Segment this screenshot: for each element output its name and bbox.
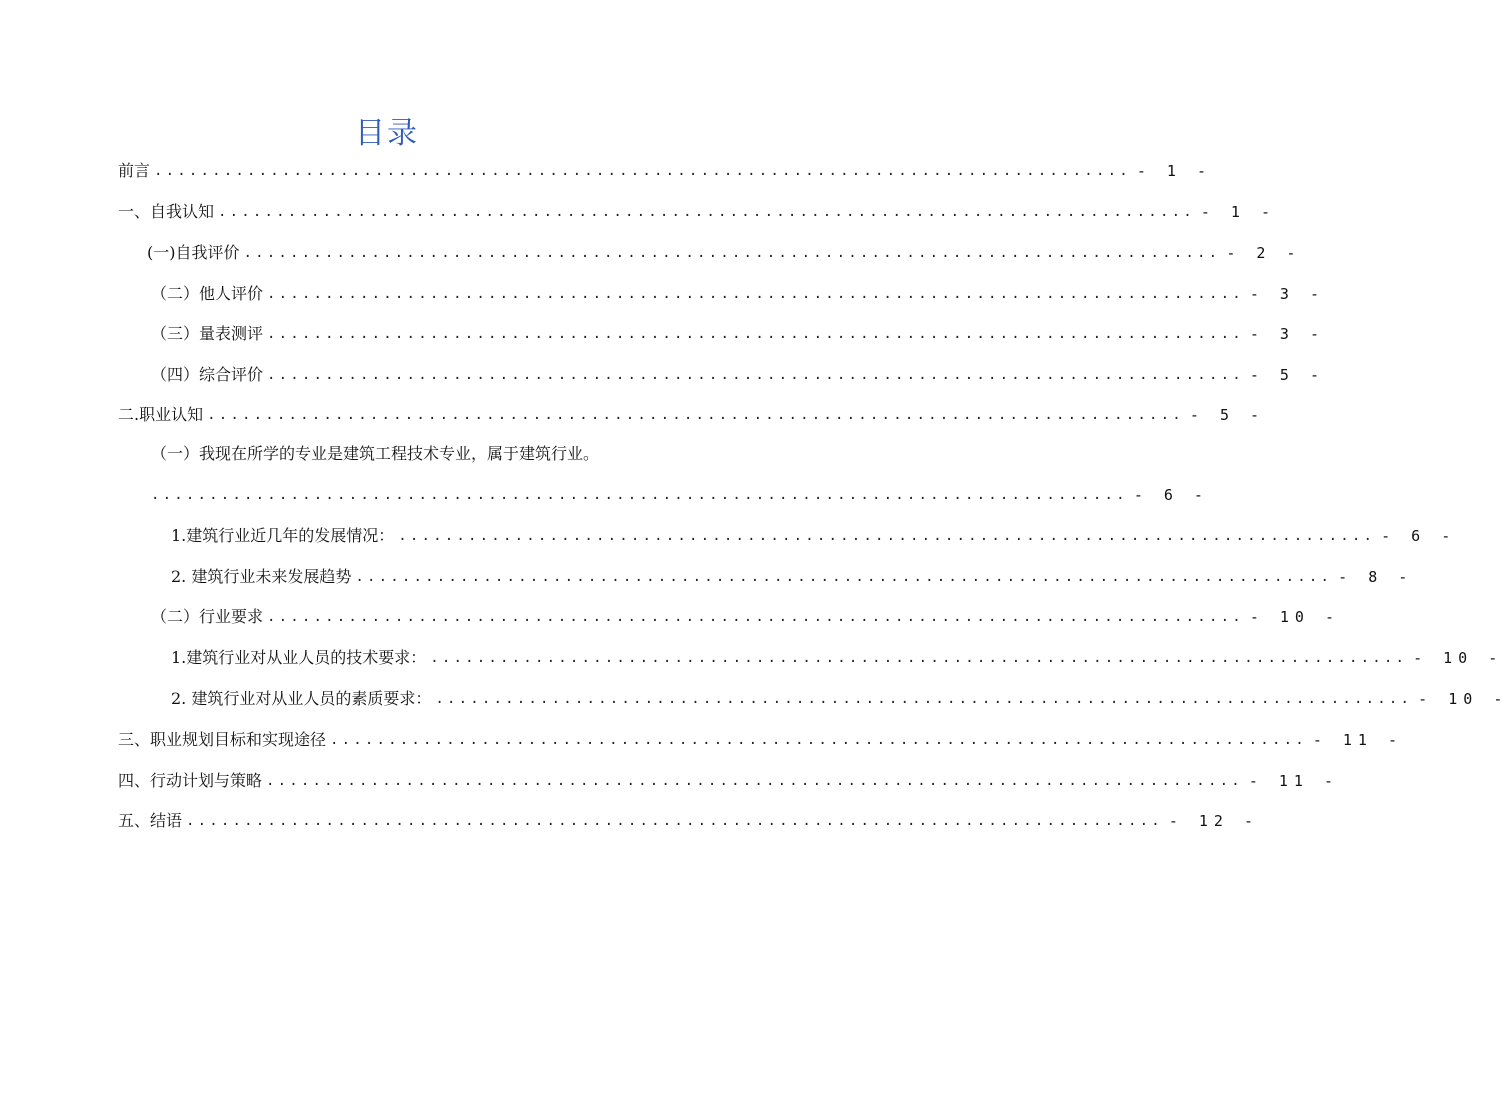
toc-page-number: - 3 - — [1249, 285, 1325, 303]
toc-entry-industry-requirements[interactable] — [151, 603, 1341, 631]
leader-dots: .................................................................................... — [207, 407, 1184, 423]
leader-dots: .................................................................................... — [218, 204, 1195, 220]
toc-page-number: - 11 - — [1248, 772, 1340, 790]
toc-entry-conclusion[interactable] — [118, 807, 1260, 835]
page-title: 目录 — [355, 116, 419, 151]
toc-page-number: - 1 - — [1136, 162, 1212, 180]
toc-entry-label: 2. 建筑行业对从业人员的素质要求： — [171, 689, 432, 708]
leader-dots: .................................................................................... — [151, 487, 1128, 503]
toc-entry-others-evaluation[interactable] — [151, 280, 1325, 308]
toc-page-number: - 2 - — [1226, 244, 1302, 262]
toc-entry-action-plan[interactable] — [118, 767, 1340, 795]
toc-entry-career-awareness[interactable] — [118, 401, 1266, 429]
leader-dots: .................................................................................... — [430, 650, 1408, 666]
toc-page-number: - 5 - — [1189, 406, 1266, 424]
toc-page-number: - 1 - — [1200, 203, 1276, 221]
toc-page-number: - 10 - — [1413, 649, 1504, 667]
toc-entry-label: 2. 建筑行业未来发展趋势 — [171, 567, 352, 586]
toc-entry-industry-trends[interactable] — [171, 563, 1414, 591]
toc-entry-label: (一)自我评价 — [147, 243, 240, 262]
toc-page-number: - 6 - — [1133, 486, 1209, 504]
leader-dots: .................................................................................... — [243, 245, 1221, 261]
leader-dots: .................................................................................... — [267, 326, 1244, 342]
leader-dots: .................................................................................... — [266, 773, 1243, 789]
leader-dots: .................................................................................... — [186, 813, 1163, 829]
toc-entry-major-leader[interactable] — [151, 481, 1209, 509]
toc-entry-label: 四、行动计划与策略 — [118, 771, 263, 790]
toc-entry-preface[interactable] — [118, 157, 1212, 185]
leader-dots: .................................................................................... — [267, 286, 1244, 302]
toc-entry-self-evaluation[interactable] — [147, 239, 1302, 267]
leader-dots: .................................................................................... — [154, 163, 1131, 179]
toc-entry-self-awareness[interactable] — [118, 198, 1276, 226]
toc-page-number: - 11 - — [1312, 731, 1404, 749]
toc-entry-label: 一、自我认知 — [118, 202, 215, 221]
toc-page-number: - 5 - — [1249, 366, 1325, 384]
toc-entry-label: 三、职业规划目标和实现途径 — [118, 730, 327, 749]
toc-entry-label: 前言 — [118, 161, 151, 180]
toc-entry-technical-requirements[interactable] — [171, 644, 1504, 672]
toc-entry-major-label[interactable]: （一）我现在所学的专业是建筑工程技术专业，属于建筑行业。 — [151, 444, 600, 463]
toc-page-number: - 10 - — [1249, 608, 1341, 626]
toc-entry-label: （二）他人评价 — [151, 284, 264, 303]
toc-entry-label: 二.职业认知 — [118, 405, 204, 424]
toc-entry-label: （二）行业要求 — [151, 607, 264, 626]
leader-dots: .................................................................................... — [267, 609, 1244, 625]
toc-entry-label: （三）量表测评 — [151, 324, 264, 343]
leader-dots: .................................................................................... — [330, 732, 1307, 748]
leader-dots: .................................................................................... — [355, 569, 1333, 585]
toc-page-number: - 10 - — [1418, 690, 1508, 708]
toc-page-number: - 8 - — [1338, 568, 1414, 586]
leader-dots: .................................................................................... — [398, 528, 1376, 544]
toc-entry-label: （四）综合评价 — [151, 365, 264, 384]
leader-dots: .................................................................................... — [435, 691, 1413, 707]
toc-entry-industry-development[interactable] — [171, 522, 1457, 550]
toc-entry-scale-assessment[interactable] — [151, 320, 1325, 348]
toc-page-number: - 6 - — [1381, 527, 1457, 545]
toc-entry-label: 1.建筑行业近几年的发展情况： — [171, 526, 395, 545]
toc-entry-label: 五、结语 — [118, 811, 183, 830]
toc-entry-career-goals[interactable] — [118, 726, 1404, 754]
toc-page-number: - 12 - — [1168, 812, 1260, 830]
toc-page-number: - 3 - — [1249, 325, 1325, 343]
toc-entry-comprehensive-evaluation[interactable] — [151, 361, 1325, 389]
toc-entry-label: 1.建筑行业对从业人员的技术要求： — [171, 648, 427, 667]
toc-entry-quality-requirements[interactable] — [171, 685, 1508, 713]
leader-dots: .................................................................................... — [267, 367, 1244, 383]
